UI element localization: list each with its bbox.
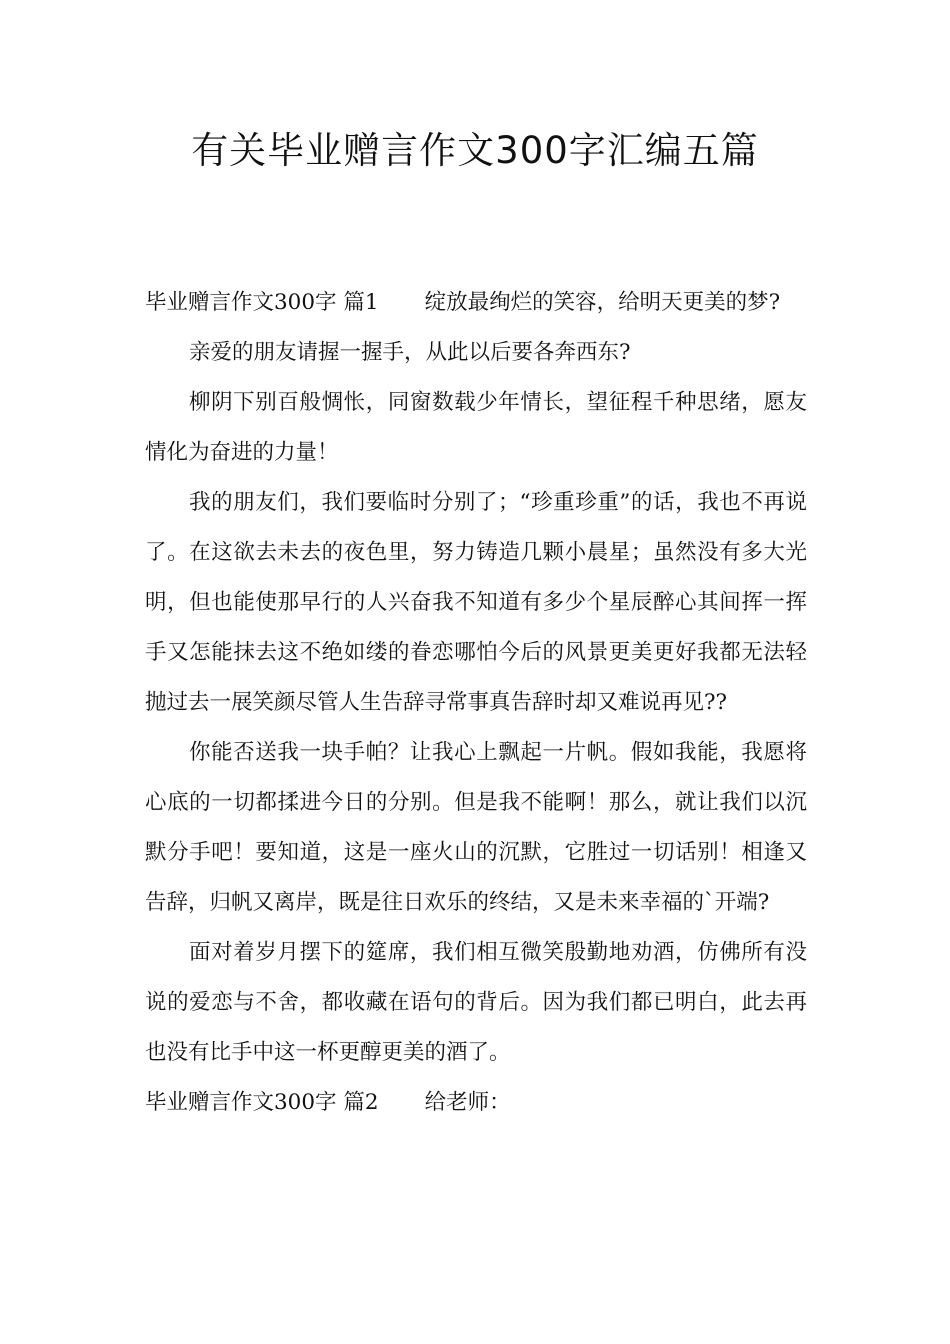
- paragraph-4: 你能否送我一块手帕？让我心上飘起一片帆。假如我能，我愿将心底的一切都揉进今日的分别。但是我不能啊！那么，就让我们以沉默分手吧！要知道，这是一座火山的沉默，它胜过一切话别！相逢又告辞，归帆又离岸，既是往日欢乐的终结，又是未来幸福的`开端?: [145, 740, 807, 915]
- paragraph-2: 柳阴下别百般惆怅，同窗数载少年情长，望征程千种思绪，愿友情化为奋进的力量！: [145, 390, 807, 465]
- paragraph-1: 亲爱的朋友请握一握手，从此以后要各奔西东?: [189, 340, 631, 365]
- document-title: 有关毕业赠言作文300字汇编五篇: [191, 129, 759, 172]
- paragraph-3: 我的朋友们，我们要临时分别了；“珍重珍重”的话，我也不再说了。在这欲去未去的夜色里，努力铸造几颗小晨星；虽然没有多大光明，但也能使那早行的人兴奋我不知道有多少个星辰醉心其间挥一挥手又怎能抹去这不绝如缕的眷恋哪怕今后的风景更美更好我都无法轻抛过去一展笑颜尽管人生告辞寻常事真告辞时却又难说再见??: [145, 490, 807, 715]
- section-first-line-2: 给老师：: [424, 1090, 511, 1115]
- document-body: [145, 278, 807, 1128]
- section-heading-1: [145, 278, 807, 328]
- section-heading-2: [145, 1078, 807, 1128]
- section-label-2: 毕业赠言作文300字 篇2: [145, 1090, 379, 1115]
- paragraph-5: 面对着岁月摆下的筵席，我们相互微笑殷勤地劝酒，仿佛所有没说的爱恋与不舍，都收藏在语句的背后。因为我们都已明白，此去再也没有比手中这一杯更醇更美的酒了。: [145, 940, 807, 1065]
- section-label-1: 毕业赠言作文300字 篇1: [145, 290, 379, 315]
- section-first-line-1: 绽放最绚烂的笑容，给明天更美的梦?: [424, 290, 781, 315]
